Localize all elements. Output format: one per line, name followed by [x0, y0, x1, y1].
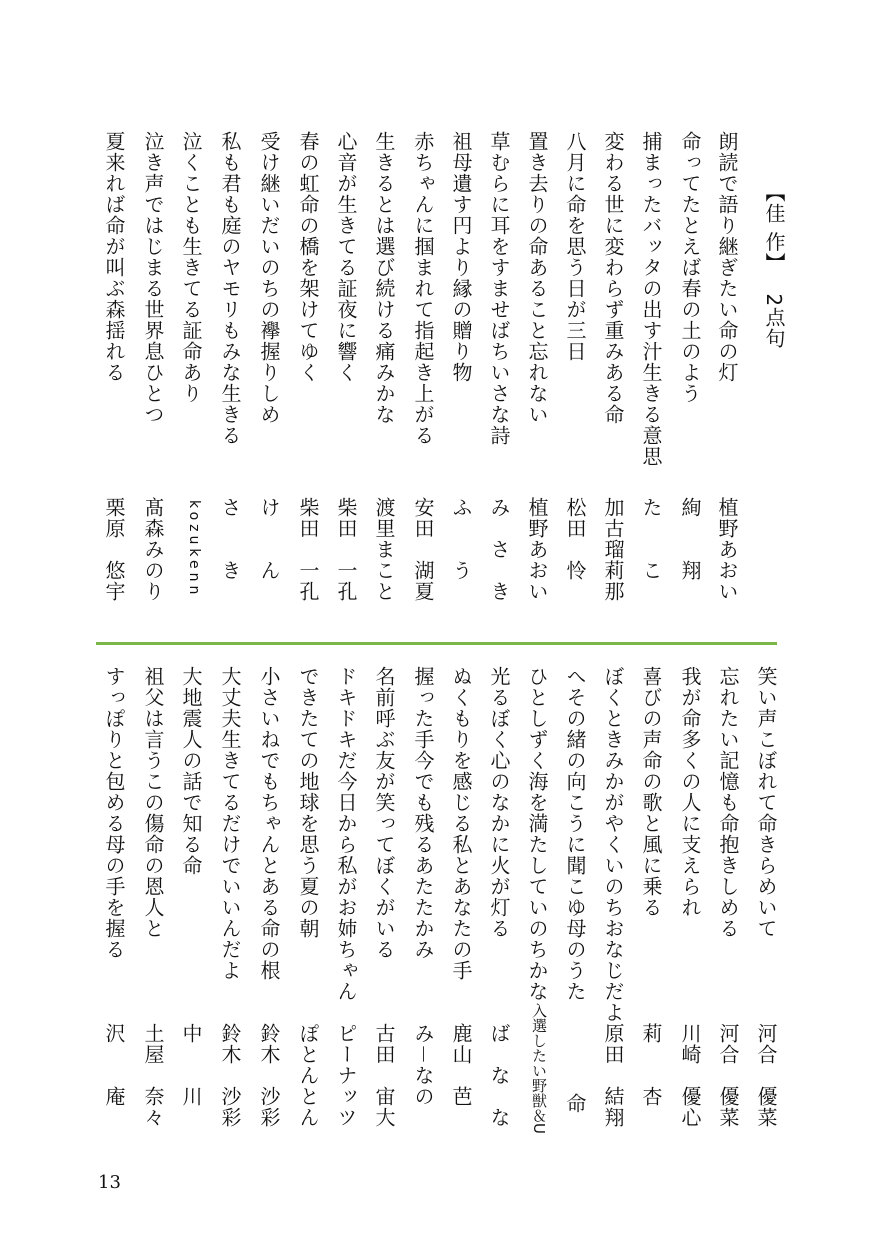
poem-text: 赤ちゃんに掴まれて指起き上がる — [411, 131, 435, 446]
poem-author: 髙森みのり — [141, 497, 165, 602]
poem-author: ピーナッツ — [334, 1023, 358, 1128]
poem-text: ドキドキだ今日から私がお姉ちゃん — [334, 666, 358, 1002]
poem-author: 植野あおい — [525, 497, 549, 602]
poem-text: 夏来れば命が叫ぶ森揺れる — [102, 131, 126, 383]
poem-text: ぼくときみかがやくいのちおなじだよ — [601, 666, 625, 1023]
poem-text: へその緒の向こうに聞こゆ母のうた — [563, 666, 587, 1002]
poem-author: ふ う — [449, 497, 473, 581]
poem-author: 栗原 悠宇 — [102, 497, 126, 602]
poem-author: 入選したい野獣＆U — [530, 1003, 548, 1134]
poem-author: 加古瑠莉那 — [601, 497, 625, 602]
poem-text: 生きるとは選び続ける痛みかな — [372, 131, 396, 425]
poem-author: 河合 優菜 — [754, 1023, 778, 1128]
poem-text: 笑い声こぼれて命きらめいて — [754, 666, 778, 939]
poem-author: 鈴木 沙彩 — [257, 1023, 281, 1128]
poem-author: 古田 宙大 — [372, 1023, 396, 1128]
poem-text: 大丈夫生きてるだけでいいんだよ — [218, 666, 242, 981]
poem-text: 泣くことも生きてる証命あり — [179, 131, 203, 404]
poem-text: 春の虹命の橋を架けてゆく — [296, 131, 320, 383]
section-heading — [760, 182, 788, 349]
poem-text: 泣き声ではじまる世界息ひとつ — [141, 131, 165, 425]
poem-author: 莉 杏 — [639, 1023, 663, 1107]
poem-text: ぬくもりを感じる私とあなたの手 — [449, 666, 473, 981]
poem-author: さ き — [218, 497, 242, 581]
poem-author: 土屋 奈々 — [141, 1023, 165, 1128]
poem-text: すっぽりと包める母の手を握る — [102, 666, 126, 960]
poem-author: 柴田 一孔 — [296, 497, 320, 602]
poem-author: ぽとんとん — [296, 1023, 320, 1128]
poem-author: 川崎 優心 — [678, 1023, 702, 1128]
poem-author: 松田 怜 — [563, 497, 587, 581]
poem-author: 中 川 — [179, 1023, 203, 1107]
poem-text: 喜びの声命の歌と風に乗る — [639, 666, 663, 918]
poem-text: 受け継いだいのちの襷握りしめ — [257, 131, 281, 425]
poem-author: 河合 優菜 — [716, 1023, 740, 1128]
poem-author: ば な な — [487, 1023, 511, 1128]
poem-text: 祖母遺す円より縁の贈り物 — [449, 131, 473, 383]
poem-author: 沢 庵 — [102, 1023, 126, 1107]
poem-author: 安田 湖夏 — [411, 497, 435, 602]
poem-text: 忘れたい記憶も命抱きしめる — [716, 666, 740, 939]
poem-text: できたての地球を思う夏の朝 — [296, 666, 320, 939]
poem-author: 鈴木 沙彩 — [218, 1023, 242, 1128]
poem-text: 光るぼく心のなかに火が灯る — [487, 666, 511, 939]
poem-author: け ん — [257, 497, 281, 581]
poem-text: 朗読で語り継ぎたい命の灯 — [715, 131, 739, 383]
poem-text: 置き去りの命あること忘れない — [525, 131, 549, 425]
poem-author: み－なの — [411, 1023, 435, 1107]
poem-author: 鹿山 芭 — [449, 1023, 473, 1107]
poem-text: 我が命多くの人に支えられ — [678, 666, 702, 918]
poem-text: 草むらに耳をすませばちいさな詩 — [487, 131, 511, 446]
poem-author: 命 — [563, 1093, 587, 1114]
poem-text: 八月に命を思う日が三日 — [563, 131, 587, 362]
poem-text: 名前呼ぶ友が笑ってぼくがいる — [372, 666, 396, 960]
poem-text: 心音が生きてる証夜に響く — [334, 131, 358, 383]
poem-author: み さ き — [487, 497, 511, 602]
poem-text: 捕まったバッタの出す汁生きる意思 — [639, 131, 663, 467]
poem-author: kozukenn — [186, 500, 202, 599]
poem-text: 祖父は言うこの傷命の恩人と — [141, 666, 165, 939]
poem-author: た こ — [639, 497, 663, 581]
poem-text: 小さいねでもちゃんとある命の根 — [257, 666, 281, 981]
poem-text: ひとしずく海を満たしていのちかな — [525, 666, 549, 1002]
poem-text: 大地震人の話で知る命 — [179, 666, 203, 876]
poem-author: 植野あおい — [715, 497, 739, 602]
heading-note: 2点句 — [762, 293, 786, 350]
poem-text: 握った手今でも残るあたたかみ — [411, 666, 435, 960]
poem-author: 渡里まこと — [372, 497, 396, 602]
page-number: 13 — [98, 1172, 121, 1193]
poem-author: 原田 結翔 — [601, 1023, 625, 1128]
poem-text: 私も君も庭のヤモリもみな生きる — [218, 131, 242, 446]
heading-label: 【佳 作】 — [762, 182, 786, 274]
poem-author: 柴田 一孔 — [334, 497, 358, 602]
poem-author: 絢 翔 — [678, 497, 702, 581]
poem-text: 変わる世に変わらず重みある命 — [601, 131, 625, 425]
poem-text: 命ってたとえば春の土のよう — [678, 131, 702, 404]
separator-line — [96, 642, 777, 645]
